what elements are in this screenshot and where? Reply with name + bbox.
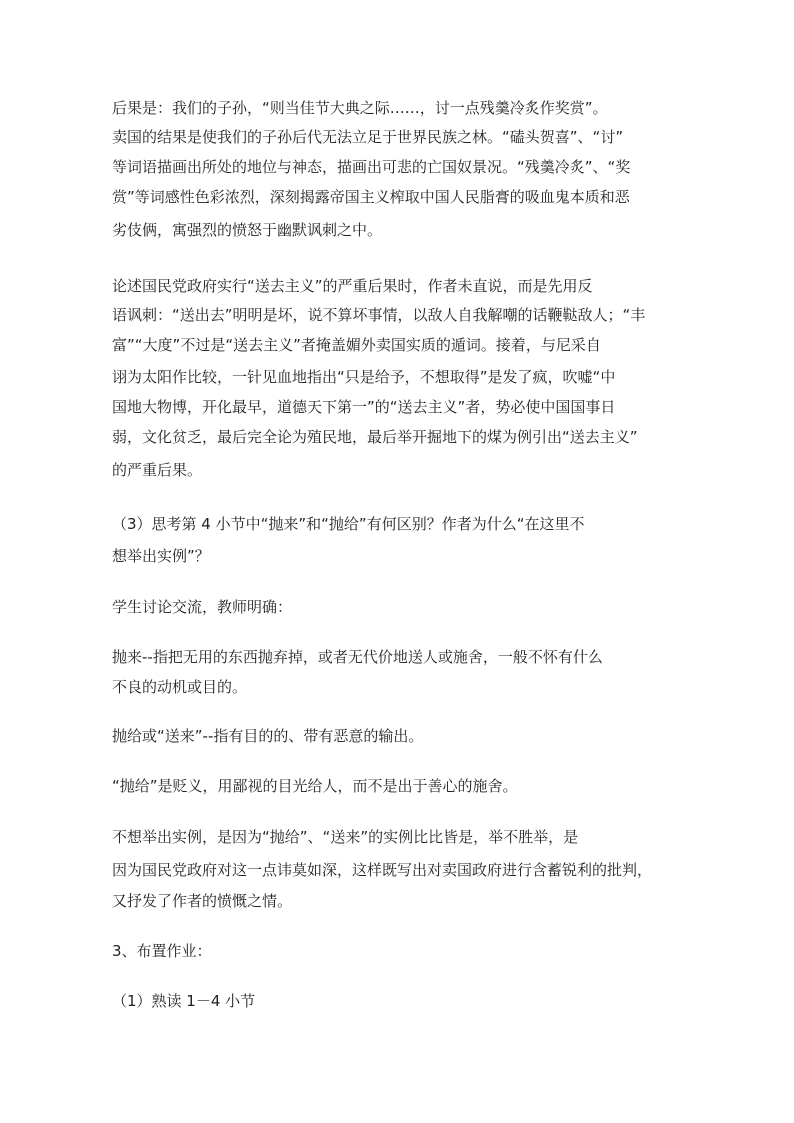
text-line: 不良的动机或目的。 bbox=[112, 678, 248, 696]
text-line: 国地大物博，开化最早，道德天下第一”的“送去主义”者，势必使中国国事日 bbox=[112, 398, 616, 416]
section-heading: 3、布置作业： bbox=[112, 942, 212, 960]
text-line: 弱，文化贫乏，最后完全论为殖民地，最后举开掘地下的煤为例引出“送去主义” bbox=[112, 428, 638, 446]
text-line: 抛给或“送来”--指有目的的、带有恶意的输出。 bbox=[112, 727, 424, 745]
list-item: （1）熟读 1－4 小节 bbox=[112, 992, 256, 1010]
text-line: 想举出实例”？ bbox=[112, 547, 210, 565]
text-line: 后果是：我们的子孙，“则当佳节大典之际……，讨一点残羹冷炙作奖赏”。 bbox=[112, 99, 608, 117]
text-line: 抛来--指把无用的东西抛弃掉，或者无代价地送人或施舍，一般不怀有什么 bbox=[112, 648, 603, 666]
text-line: 不想举出实例，是因为“抛给”、“送来”的实例比比皆是，举不胜举，是 bbox=[112, 828, 579, 846]
text-line: 赏”等词感性色彩浓烈，深刻揭露帝国主义榨取中国人民脂膏的吸血鬼本质和恶 bbox=[112, 188, 630, 206]
text-line: 的严重后果。 bbox=[112, 461, 203, 479]
text-line: 学生讨论交流，教师明确： bbox=[112, 598, 293, 616]
text-line: 等词语描画出所处的地位与神态，描画出可悲的亡国奴景况。“残羹冷炙”、“奖 bbox=[112, 158, 631, 176]
text-line: 又抒发了作者的愤慨之情。 bbox=[112, 892, 293, 910]
text-line: “抛给”是贬义，用鄙视的目光给人，而不是出于善心的施舍。 bbox=[112, 777, 518, 795]
text-line: 诩为太阳作比较，一针见血地指出“只是给予，不想取得”是发了疯，吹嘘“中 bbox=[112, 368, 616, 386]
text-line: 卖国的结果是使我们的子孙后代无法立足于世界民族之林。“磕头贺喜”、“讨” bbox=[112, 128, 624, 146]
text-line: 论述国民党政府实行“送去主义”的严重后果时，作者未直说，而是先用反 bbox=[112, 277, 593, 295]
text-line: 因为国民党政府对这一点讳莫如深，这样既写出对卖国政府进行含蓄锐利的批判， bbox=[112, 861, 653, 879]
text-line: （3）思考第 4 小节中“抛来”和“抛给”有何区别？作者为什么“在这里不 bbox=[112, 515, 585, 533]
text-line: 语讽刺：“送出去”明明是坏，说不算坏事情，以敌人自我解嘲的话鞭鞑敌人；“丰 bbox=[112, 306, 646, 324]
text-line: 劣伎俩，寓强烈的愤怒于幽默讽刺之中。 bbox=[112, 221, 383, 239]
text-line: 富”“大度”不过是“送去主义”者掩盖媚外卖国实质的遁词。接着，与尼采自 bbox=[112, 336, 601, 354]
